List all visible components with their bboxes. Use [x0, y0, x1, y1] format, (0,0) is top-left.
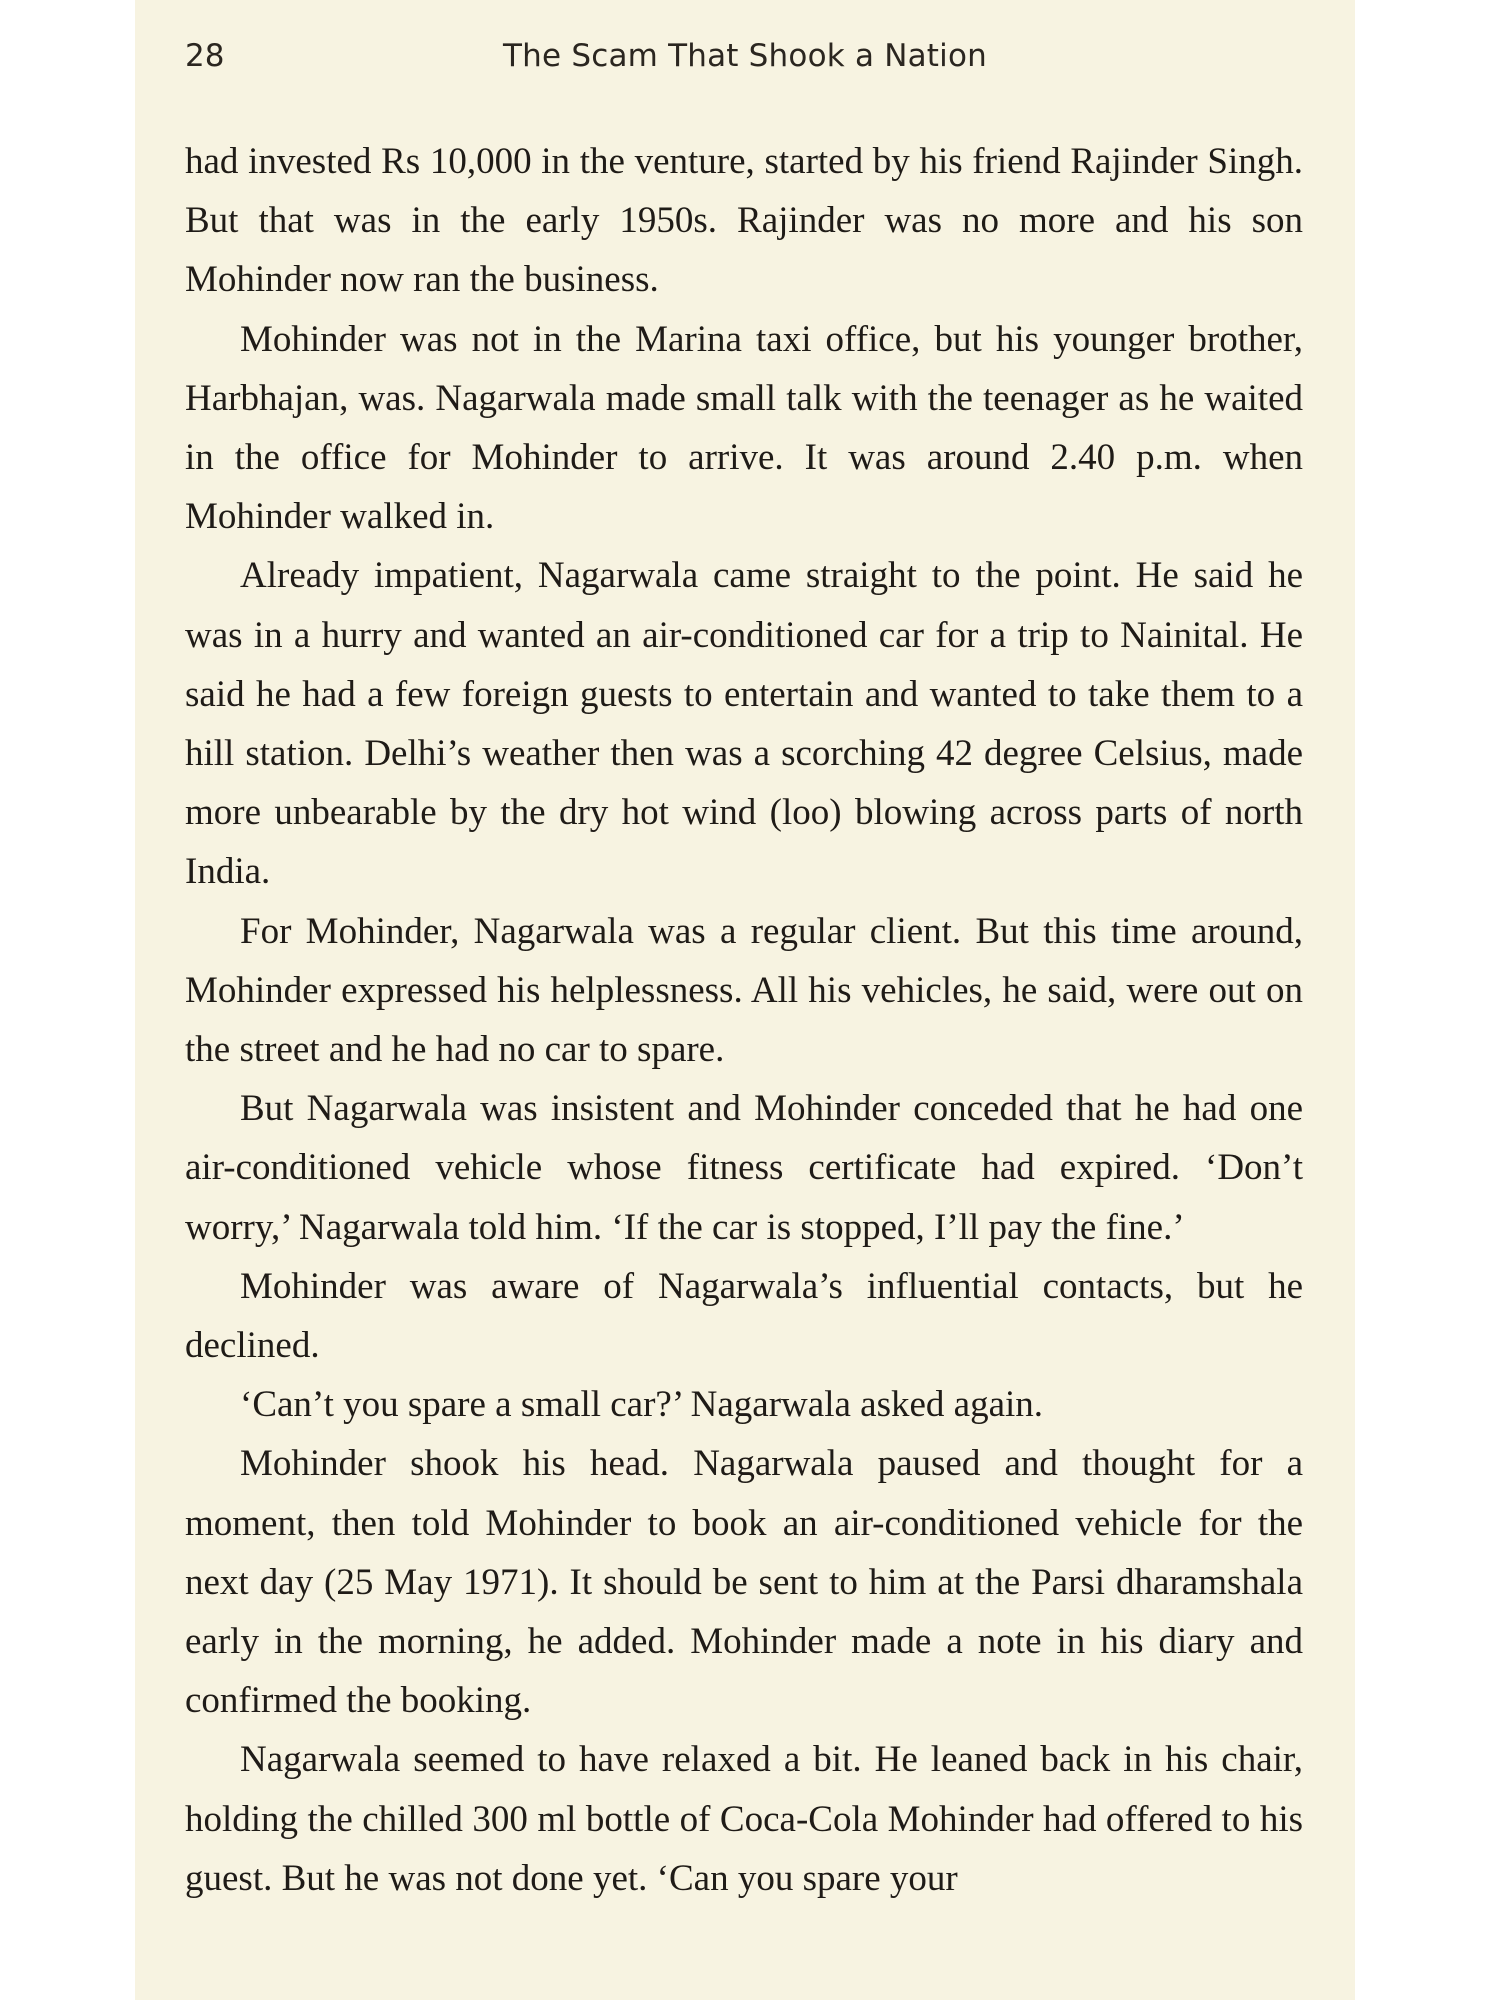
paragraph: For Mohinder, Nagarwala was a regular client. But this time around, Mohinder expressed his helplessness. All his vehicles, he said, were out on the street and he had no car to spare.: [185, 910, 1303, 1071]
paragraph: Already impatient, Nagarwala came straight to the point. He said he was in a hurry and wanted an air-conditioned car for a trip to Nainital. He said he had a few foreign guests to entertain and wanted to take them to a hill station. Delhi’s weather then was a scorching 42 degree Celsius, made more unbearable by the dry hot wind (loo) blowing across parts of north India.: [185, 555, 1303, 893]
paragraph: had invested Rs 10,000 in the venture, started by his friend Rajinder Singh. But that was in the early 1950s. Rajinder was no more and his son Mohinder now ran the business.: [185, 141, 1303, 301]
page-number: 28: [185, 38, 225, 74]
book-title: The Scam That Shook a Nation: [503, 38, 987, 74]
running-head: [185, 38, 1305, 86]
paragraph: But Nagarwala was insistent and Mohinder conceded that he had one air-conditioned vehicle whose fitness certificate had expired. ‘Don’t worry,’ Nagarwala told him. ‘If the car is stopped, I’ll pay the fine.’: [185, 1088, 1303, 1248]
book-page: [135, 0, 1355, 2000]
paragraph: ‘Can’t you spare a small car?’ Nagarwala asked again.: [240, 1384, 1044, 1426]
paragraph: Mohinder was not in the Marina taxi office, but his younger brother, Harbhajan, was. Nagarwala made small talk with the teenager as he waited in the office for Mohinder to arrive. It was around 2.40 p.m. when Mohinder walked in.: [185, 318, 1303, 538]
paragraph: Mohinder was aware of Nagarwala’s influential contacts, but he declined.: [185, 1265, 1303, 1367]
paragraph: Mohinder shook his head. Nagarwala paused and thought for a moment, then told Mohinder to book an air-conditioned vehicle for the next day (25 May 1971). It should be sent to him at the Parsi dharamshala early in the morning, he added. Mohinder made a note in his diary and confirmed the booking.: [185, 1443, 1303, 1722]
paragraph: Nagarwala seemed to have relaxed a bit. He leaned back in his chair, holding the chilled 300 ml bottle of Coca-Cola Mohinder had offered to his guest. But he was not done yet. ‘Can you spare your: [185, 1739, 1303, 1899]
body-text: [185, 132, 1303, 1908]
